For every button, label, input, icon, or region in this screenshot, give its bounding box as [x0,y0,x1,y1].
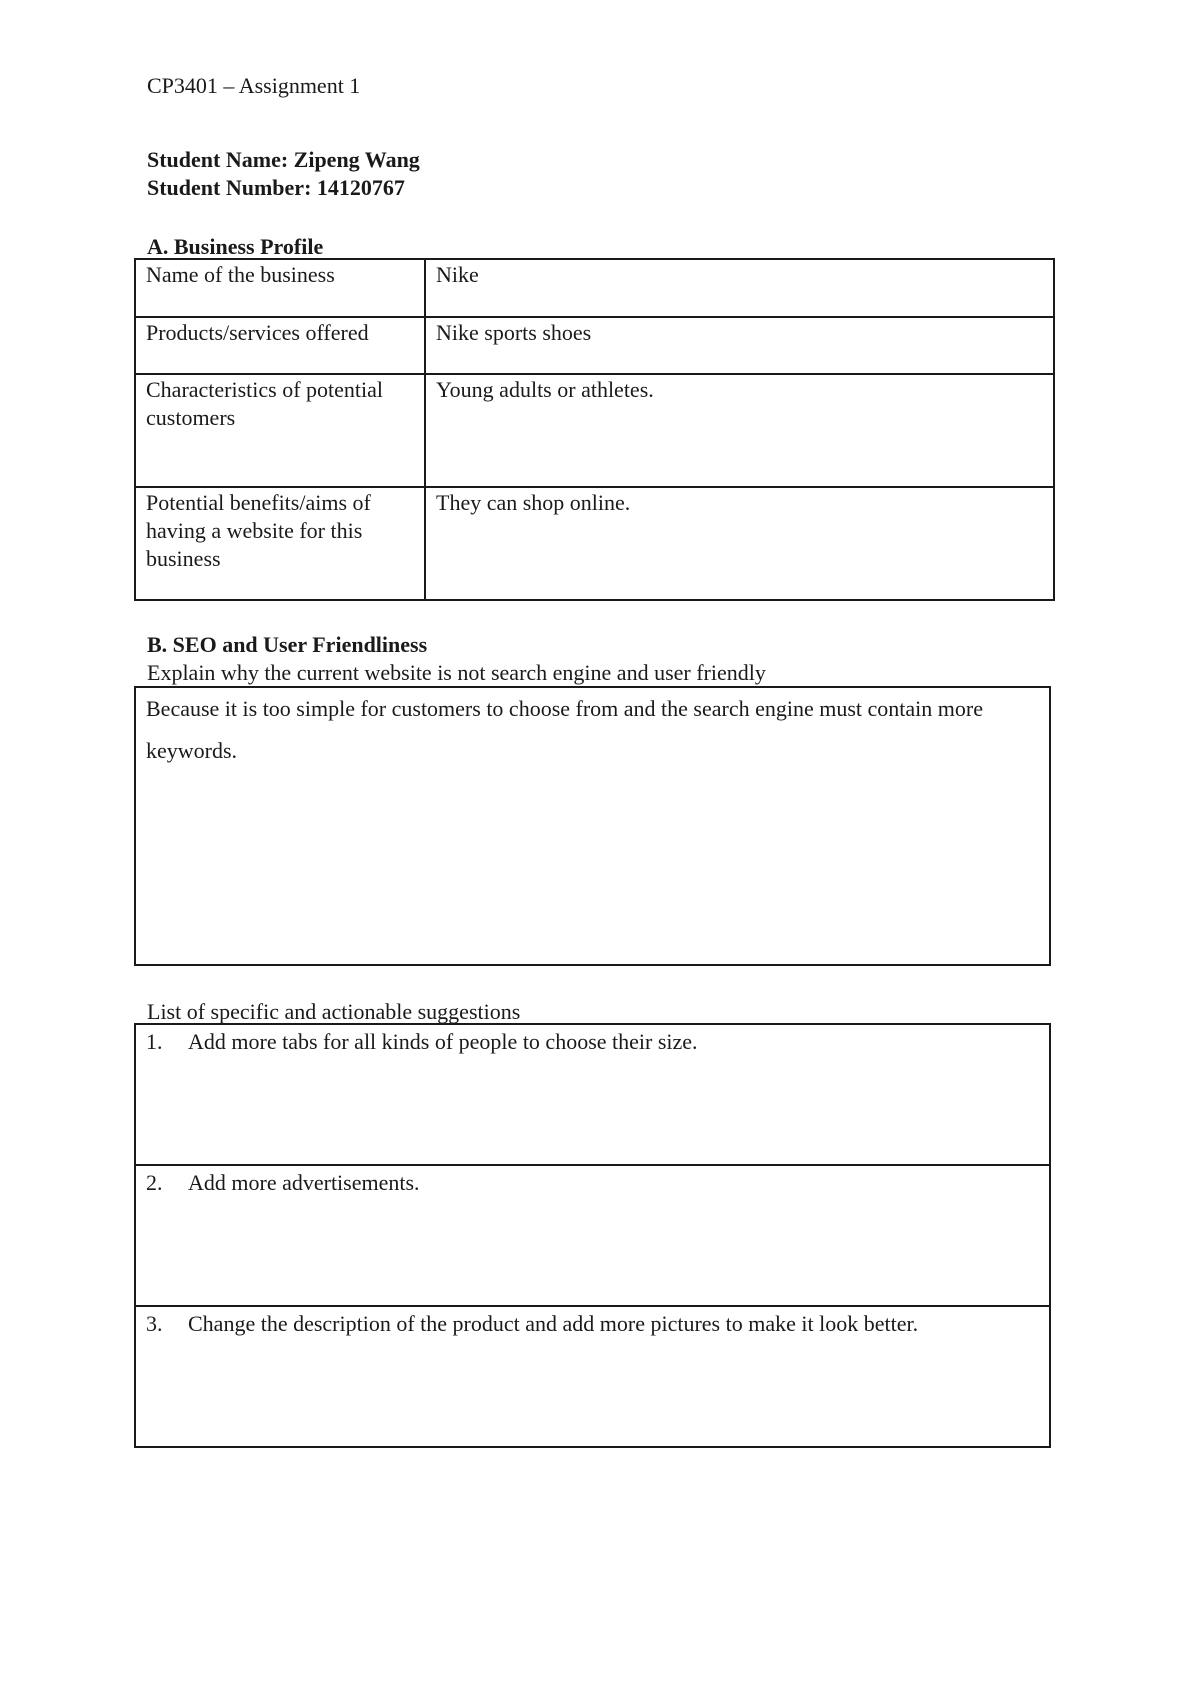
table-row [135,317,1054,374]
suggestion-number: 3. [146,1311,163,1336]
seo-explain-prompt: Explain why the current website is not search engine and user friendly [147,660,766,685]
business-profile-table [134,258,1055,601]
row-label: Potential benefits/aims of having a website for this business [135,487,425,600]
row-label: Characteristics of potential customers [135,374,425,487]
row-value: Nike sports shoes [425,317,1054,374]
row-label: Products/services offered [135,317,425,374]
row-value: They can shop online. [425,487,1054,600]
suggestions-prompt: List of specific and actionable suggestions [147,999,521,1024]
suggestion-text: Add more tabs for all kinds of people to choose their size. [188,1029,698,1054]
document-title: CP3401 – Assignment 1 [147,73,361,98]
suggestion-text: Add more advertisements. [188,1170,420,1195]
student-name: Student Name: Zipeng Wang [147,147,420,172]
seo-answer-box [134,686,1051,966]
table-row [135,374,1054,487]
row-label: Name of the business [135,259,425,317]
list-item [136,1166,1049,1307]
row-value: Young adults or athletes. [425,374,1054,487]
table-row [135,487,1054,600]
section-b-heading: B. SEO and User Friendliness [147,632,428,657]
section-a-heading: A. Business Profile [147,234,324,259]
suggestion-number: 2. [146,1170,163,1195]
seo-answer-text: Because it is too simple for customers to choose from and the search engine must contain more keywords. [146,696,983,763]
list-item [136,1307,1049,1446]
table-row [135,259,1054,317]
suggestion-text: Change the description of the product and add more pictures to make it look better. [188,1311,919,1336]
suggestions-table [134,1023,1051,1448]
row-value: Nike [425,259,1054,317]
suggestion-number: 1. [146,1029,163,1054]
list-item [136,1025,1049,1166]
student-number: Student Number: 14120767 [147,175,405,200]
